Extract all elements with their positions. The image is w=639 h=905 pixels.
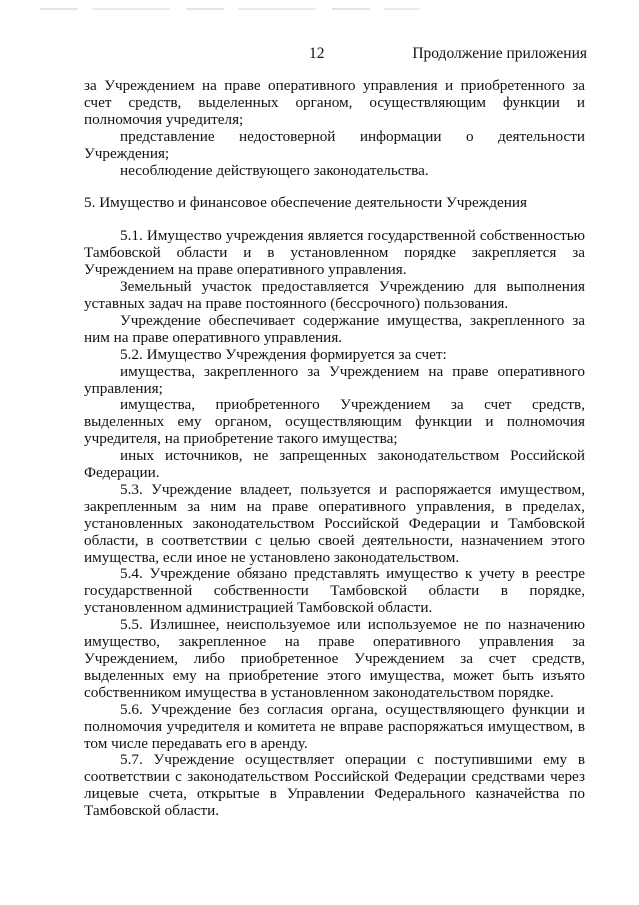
scan-artifact [40,8,420,10]
document-body [84,78,585,820]
paragraph-5-6: 5.6. Учреждение без согласия органа, осуществляющего функции и полномочия учредителя и комитета не вправе распоряжаться имуществом, в том числе передавать его в аренду. [84,700,585,752]
paragraph-5-3: 5.3. Учреждение владеет, пользуется и распоряжается имуществом, закрепленным за ним на праве оперативного управления, в пределах, установленных законодательством Российской Федерации и Тамбовской области, в соответствии с целью своей деятельности, назначением этого имущества, если иное не установлено законодательством. [84,480,585,566]
paragraph-noncompliance: несоблюдение действующего законодательства. [120,161,429,179]
paragraph-land-plot: Земельный участок предоставляется Учреждению для выполнения уставных задач на праве постоянного (бессрочного) пользования. [84,278,585,312]
paragraph-other-sources: иных источников, не запрещенных законодательством Российской Федерации. [84,447,585,482]
paragraph-5-2: 5.2. Имущество Учреждения формируется за счет: [120,345,447,363]
paragraph-5-7: 5.7. Учреждение осуществляет операции с поступившими ему в соответствии с законодательством Российской Федерации средствами через лицевые счета, открытые в Управлении Федерального казначейства по Тамбовской области. [84,751,585,820]
paragraph-5-4: 5.4. Учреждение обязано представлять имущество к учету в реестре государственной собственности Тамбовской области в порядке, установленном администрацией Тамбовской области. [84,565,585,617]
paragraph-maintenance: Учреждение обеспечивает содержание имущества, закрепленного за ним на праве оперативного управления. [84,311,585,346]
paragraph-5-1: 5.1. Имущество учреждения является государственной собственностью Тамбовской области и в установленном порядке закрепляется за Учреждением на праве оперативного управления. [84,227,585,279]
paragraph-continuation: за Учреждением на праве оперативного управления и приобретенного за счет средств, выделенных органом, осуществляющим функции и полномочия учредителя; [84,77,585,128]
section-heading: 5. Имущество и финансовое обеспечение деятельности Учреждения [84,194,527,212]
paragraph-assigned-property: имущества, закрепленного за Учреждением на праве оперативного управления; [84,362,585,397]
paragraph-false-info: представление недостоверной информации о деятельности Учреждения; [84,127,585,162]
paragraph-acquired-property: имущества, приобретенного Учреждением за счет средств, выделенных ему органом, осуществляющим функции и полномочия учредителя, на приобретение такого имущества; [84,396,585,448]
page-number: 12 [309,45,325,62]
paragraph-5-5: 5.5. Излишнее, неиспользуемое или используемое не по назначению имущество, закрепленное на праве оперативного управления за Учреждением, либо приобретенное Учреждением за счет средств, выделенных ему на приобретение этого имущества, может быть изъято собственником имущества в установленном законодательством порядке. [84,616,585,701]
header-title: Продолжение приложения [412,45,587,62]
page-header [0,45,639,67]
